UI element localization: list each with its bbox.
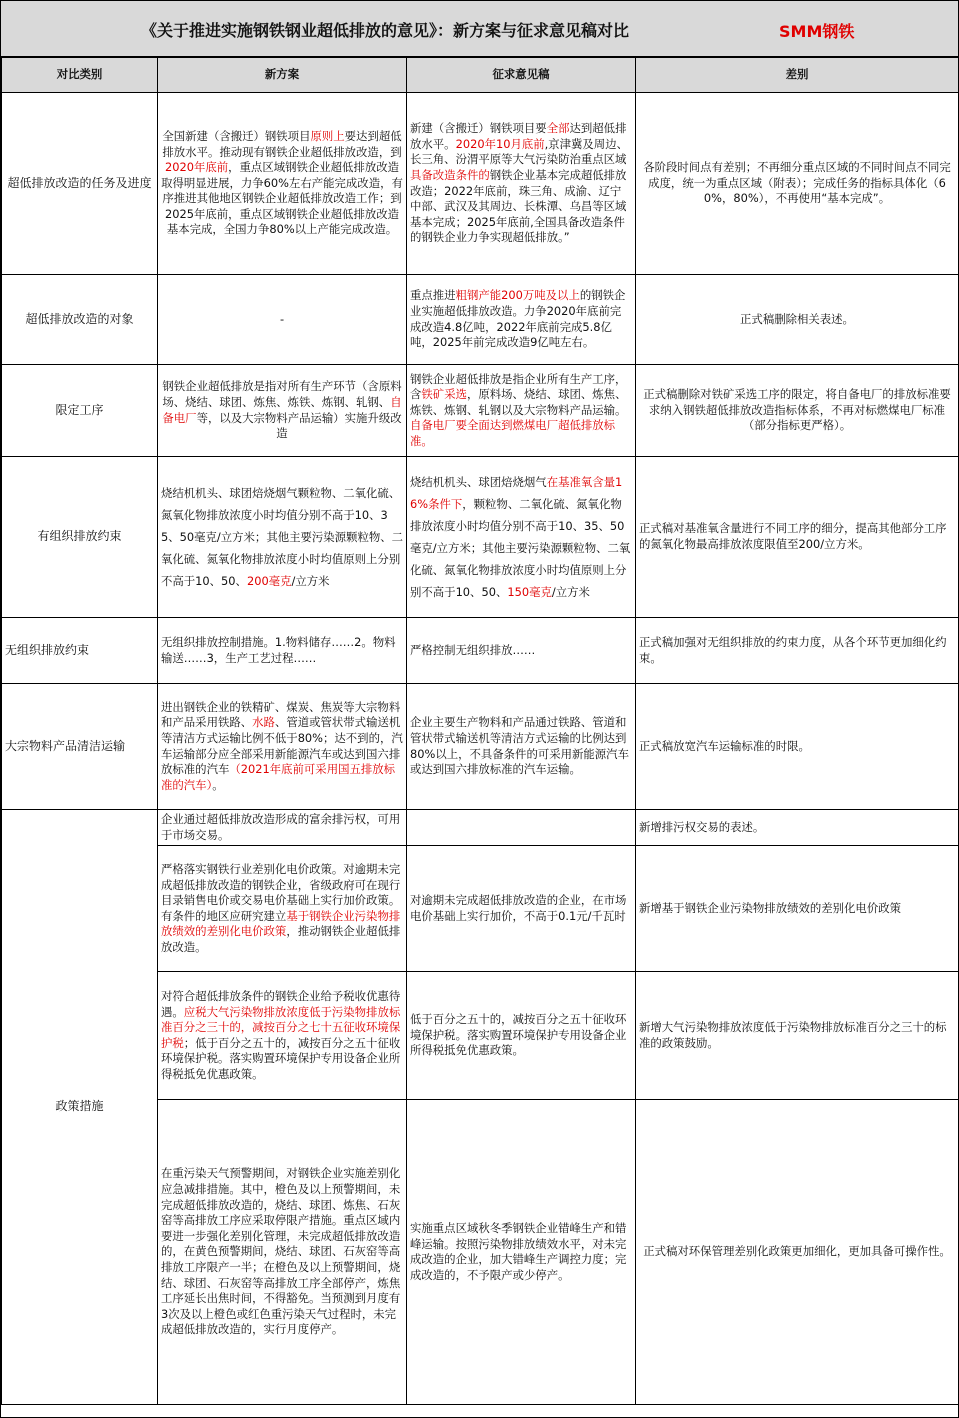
- highlighted-text: （2021年底前可采用国五排放标准的汽车）: [161, 762, 396, 792]
- cell-text: 烧结机机头、球团焙烧烟气: [410, 475, 547, 489]
- cell-text: 、管道或管状带式输送机等清洁方式运输比例不低于80%；达不到的，汽车运输部分应全部采用新能源汽车或达到国六排放标准的汽车: [161, 715, 403, 777]
- difference-cell: 正式稿删除相关表述。: [636, 275, 959, 365]
- draft-cell: [407, 93, 636, 275]
- highlighted-text: 全部: [546, 121, 570, 136]
- difference-cell: 正式稿加强对无组织排放的约束力度，从各个环节更加细化约束。: [636, 618, 959, 684]
- difference-cell: 正式稿对基准氧含量进行不同工序的细分，提高其他部分工序的氮氧化物最高排放浓度限值至200/立方米。: [636, 457, 959, 618]
- difference-cell: 新增排污权交易的表述。: [636, 810, 959, 846]
- table-row: [2, 365, 959, 457]
- table-row: [2, 684, 959, 810]
- cell-text: ，推动钢铁企业超低排放改造。: [161, 924, 401, 954]
- draft-cell: [407, 846, 636, 972]
- new-plan-cell: [158, 846, 407, 972]
- cell-text: -: [279, 311, 285, 326]
- new-plan-cell: [158, 365, 407, 457]
- highlighted-text: 原则上: [310, 128, 345, 143]
- cell-text: 严格控制无组织排放……: [410, 642, 536, 657]
- cell-text: ，重点区域钢铁企业超低排放改造取得明显进展，力争60%左右产能完成改造，有序推进其他地区钢铁企业超低排放改造工作；到2025年底前，重点区域钢铁企业超低排放改造基本完成，全国力争80%以上产能完成改造。: [161, 160, 403, 237]
- header-draft: 征求意见稿: [407, 58, 636, 93]
- table-row: [2, 810, 959, 846]
- cell-text: ，颗粒物、二氧化硫、氮氧化物排放浓度小时均值分别不高于10、35、50毫克/立方米；其他主要污染源颗粒物、二氧化硫、氮氧化物排放浓度小时均值原则上分别不高于10、50、: [410, 497, 631, 599]
- cell-text: 进出钢铁企业的铁精矿、煤炭、焦炭等大宗物料和产品采用铁路、: [161, 699, 401, 730]
- header-new-plan: 新方案: [158, 58, 407, 93]
- cell-text: 企业通过超低排放改造形成的富余排污权，可用于市场交易。: [161, 812, 401, 842]
- new-plan-cell: [158, 810, 407, 846]
- brand-label: SMM钢铁: [779, 22, 855, 41]
- new-plan-cell: [158, 93, 407, 275]
- cell-text: 达到超低排放水平。: [410, 121, 627, 151]
- highlighted-text: 粗钢产能200万吨及以上: [455, 288, 580, 303]
- new-plan-cell: [158, 972, 407, 1100]
- cell-text: ；低于百分之五十的，减按百分之五十征收环境保护税。落实购置环境保护专用设备企业所得税抵免优惠政策。: [161, 1035, 401, 1081]
- category-cell: 政策措施: [2, 810, 158, 1405]
- draft-cell: [407, 618, 636, 684]
- header-category: 对比类别: [2, 58, 158, 93]
- cell-text: 严格落实钢铁行业差别化电价政策。对逾期未完成超低排放改造的钢铁企业，省级政府可在现行目录销售电价或交易电价基础上实行加价政策。有条件的地区应研究建立: [161, 861, 401, 923]
- draft-cell: [407, 1100, 636, 1405]
- title-bar: [1, 1, 958, 57]
- draft-cell: [407, 457, 636, 618]
- cell-text: 企业主要生产物料和产品通过铁路、管道和管状带式输送机等清洁方式运输的比例达到80%以上，不具备条件的可采用新能源汽车或达到国六排放标准的汽车运输。: [410, 715, 629, 777]
- difference-cell: 正式稿放宽汽车运输标准的时限。: [636, 684, 959, 810]
- highlighted-text: 基于钢铁企业污染物排放绩效的差别化电价政策: [161, 908, 401, 939]
- cell-text: 实施重点区域秋冬季钢铁企业错峰生产和错峰运输。按照污染物排放绩效水平，对未完成改造的企业，加大错峰生产调控力度；完成改造的，不予限产或少停产。: [410, 1221, 627, 1282]
- cell-text: 在重污染天气预警期间，对钢铁企业实施差别化应急减排措施。其中，橙色及以上预警期间，未完成超低排放改造的，烧结、球团、炼焦、石灰窑等高排放工序应采取停限产措施。重点区域内要进一步强化差别化管理，未完成超低排放改造的，在黄色预警期间，烧结、球团、石灰窑等高排放工序限产一半；在橙色及以上预警期间，烧结、球团、石灰窑等高排放工序全部停产，炼焦工序延长出焦时间，不得豁免。当预测到月度有3次及以上橙色或红色重污染天气过程时，未完成超低排放改造的，实行月度停产。: [161, 1166, 401, 1337]
- highlighted-text: 水路: [252, 715, 275, 730]
- highlighted-text: 具备改造条件的: [410, 167, 490, 182]
- cell-text: 钢铁企业超低排放是指企业所有生产工序，含: [410, 371, 627, 402]
- header-difference: 差别: [636, 58, 959, 93]
- comparison-table: [1, 57, 959, 1405]
- difference-cell: 新增基于钢铁企业污染物排放绩效的差别化电价政策: [636, 846, 959, 972]
- highlighted-text: 自备电厂: [162, 394, 402, 425]
- difference-cell: 正式稿删除对铁矿采选工序的限定，将自备电厂的排放标准要求纳入钢铁超低排放改造指标体系，不再对标燃煤电厂标准（部分指标更严格）。: [636, 365, 959, 457]
- difference-cell: 新增大气污染物排放浓度低于污染物排放标准百分之三十的标准的政策鼓励。: [636, 972, 959, 1100]
- category-cell: 无组织排放约束: [2, 618, 158, 684]
- highlighted-text: 铁矿采选: [421, 387, 467, 402]
- draft-cell: [407, 810, 636, 846]
- cell-text: 重点推进: [410, 288, 456, 303]
- table-row: [2, 618, 959, 684]
- cell-text: 对逾期未完成超低排放改造的企业，在市场电价基础上实行加价，不高于0.1元/千瓦时: [410, 893, 627, 923]
- category-cell: 有组织排放约束: [2, 457, 158, 618]
- highlighted-text: 自备电厂要全面达到燃煤电厂超低排放标准。: [410, 418, 616, 448]
- draft-cell: [407, 684, 636, 810]
- cell-text: 无组织排放控制措施。1.物料储存……2。物料输送……3，生产工艺过程……: [161, 634, 396, 665]
- difference-cell: 正式稿对环保管理差别化政策更加细化，更加具备可操作性。: [636, 1100, 959, 1405]
- category-cell: 超低排放改造的任务及进度: [2, 93, 158, 275]
- cell-text: 的钢铁企业实施超低排放改造。力争2020年底前完成改造4.8亿吨，2022年底前完成5.8亿吨，2025年前完成改造9亿吨左右。: [410, 288, 626, 350]
- cell-text: 对符合超低排放条件的钢铁企业给予税收优惠待遇。: [161, 988, 401, 1019]
- draft-cell: [407, 972, 636, 1100]
- cell-text: 钢铁企业基本完成超低排放改造；2022年底前，珠三角、成渝、辽宁中部、武汉及其周边、长株潭、乌昌等区域基本完成；2025年底前,全国具备改造条件的钢铁企业力争实现超低排放。”: [410, 167, 627, 245]
- new-plan-cell: [158, 684, 407, 810]
- highlighted-text: 2020年10月底前: [455, 136, 545, 151]
- new-plan-cell: [158, 618, 407, 684]
- new-plan-cell: [158, 275, 407, 365]
- cell-text: 要达到超低排放水平。推动现有钢铁企业超低排放改造，到: [162, 128, 402, 159]
- category-cell: 大宗物料产品清洁运输: [2, 684, 158, 810]
- draft-cell: [407, 365, 636, 457]
- table-row: [2, 457, 959, 618]
- page-title: 《关于推进实施钢铁钢业超低排放的意见》：新方案与征求意见稿对比: [141, 21, 630, 40]
- cell-text: ，原料场、烧结、球团、炼焦、炼铁、炼钢、轧钢以及大宗物料产品运输。: [410, 387, 627, 417]
- highlighted-text: 应税大气污染物排放浓度低于污染物排放标准百分之三十的，减按百分之七十五征收环境保护税: [161, 1004, 401, 1050]
- cell-text: 。: [212, 777, 224, 792]
- highlighted-text: 200毫克: [246, 574, 292, 588]
- cell-text: 新建（含搬迁）钢铁项目要: [410, 121, 547, 136]
- new-plan-cell: [158, 457, 407, 618]
- cell-text: 钢铁企业超低排放是指对所有生产环节（含原料场、烧结、球团、炼焦、炼铁、炼钢、轧钢、: [162, 379, 402, 409]
- highlighted-text: 2020年底前: [164, 160, 229, 175]
- cell-text: 低于百分之五十的，减按百分之五十征收环境保护税。落实购置环境保护专用设备企业所得税抵免优惠政策。: [410, 1012, 627, 1058]
- cell-text: 全国新建（含搬迁）钢铁项目: [162, 128, 311, 143]
- cell-text: /立方米: [551, 585, 590, 599]
- highlighted-text: 150毫克: [507, 585, 552, 599]
- difference-cell: 各阶段时间点有差别；不再细分重点区域的不同时间点不同完成度，统一为重点区域（附表）；完成任务的指标具体化（60%，80%），不再使用“基本完成”。: [636, 93, 959, 275]
- cell-text: 烧结机机头、球团焙烧烟气颗粒物、二氧化硫、氮氧化物排放浓度小时均值分别不高于10、35、50毫克/立方米；其他主要污染源颗粒物、二氧化硫、氮氧化物排放浓度小时均值原则上分别不高于10、50、: [161, 486, 404, 588]
- table-row: [2, 93, 959, 275]
- highlighted-text: 在基准氧含量16%条件下: [410, 475, 623, 511]
- table-row: [2, 275, 959, 365]
- new-plan-cell: [158, 1100, 407, 1405]
- cell-text: /立方米: [291, 574, 330, 588]
- category-cell: 限定工序: [2, 365, 158, 457]
- cell-text: 等，以及大宗物料产品运输）实施升级改造: [196, 410, 402, 441]
- draft-cell: [407, 275, 636, 365]
- category-cell: 超低排放改造的对象: [2, 275, 158, 365]
- cell-text: ,京津冀及周边、长三角、汾渭平原等大气污染防治重点区域: [410, 136, 628, 167]
